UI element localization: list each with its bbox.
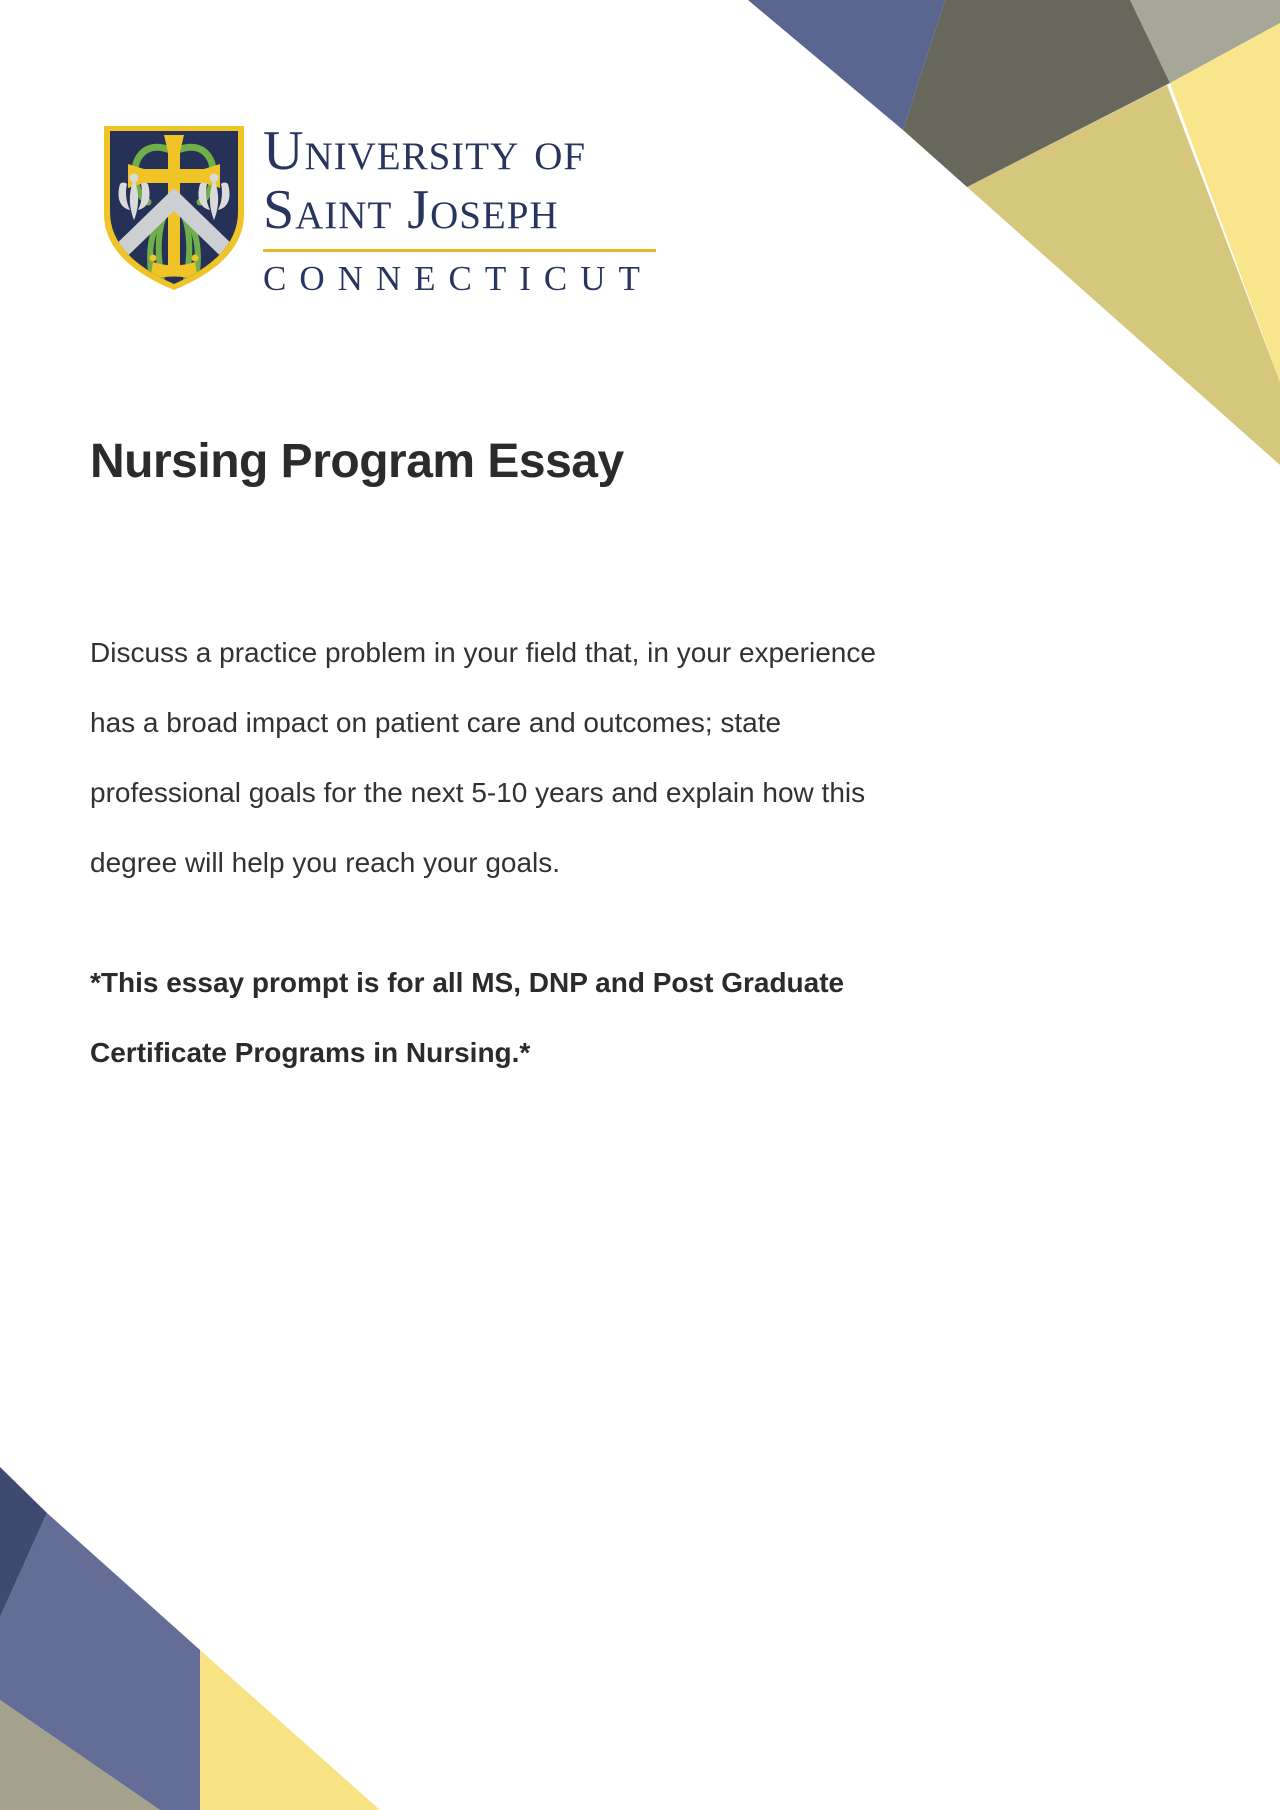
corner-bl-tan-triangle — [0, 1700, 160, 1810]
logo-line-saint-joseph: Saint Joseph — [263, 179, 559, 241]
corner-bl-blue-polygon — [0, 1513, 200, 1810]
corner-tr-muted-yellow-polygon — [967, 85, 1280, 465]
corner-bl-yellow-triangle — [200, 1650, 380, 1810]
note-line-2: Certificate Programs in Nursing.* — [90, 1037, 531, 1068]
usj-shield-crest — [100, 122, 248, 294]
usj-logo — [100, 122, 780, 302]
note-line-1: *This essay prompt is for all MS, DNP and Post Graduate — [90, 967, 845, 998]
prompt-line-3: professional goals for the next 5-10 years and explain how this — [90, 777, 866, 808]
logo-divider-rule — [263, 249, 656, 252]
prompt-line-1: Discuss a practice problem in your field that, in your experience — [90, 637, 876, 668]
prompt-line-4: degree will help you reach your goals. — [90, 847, 561, 878]
logo-state-connecticut: CONNECTICUT — [263, 259, 653, 298]
logo-wordmark — [263, 122, 703, 299]
page-title: Nursing Program Essay — [90, 435, 624, 488]
logo-line-university-of: University of — [263, 120, 587, 182]
corner-tr-bright-yellow-triangle — [1170, 23, 1280, 382]
essay-note-paragraph — [90, 948, 844, 1088]
corner-tr-olive-polygon — [903, 0, 1170, 187]
essay-prompt-paragraph — [90, 618, 876, 898]
corner-bl-navy-triangle — [0, 1467, 47, 1617]
corner-tr-light-gray-polygon — [1130, 0, 1280, 83]
corner-tr-slate-triangle — [748, 0, 945, 130]
prompt-line-2: has a broad impact on patient care and outcomes; state — [90, 707, 782, 738]
